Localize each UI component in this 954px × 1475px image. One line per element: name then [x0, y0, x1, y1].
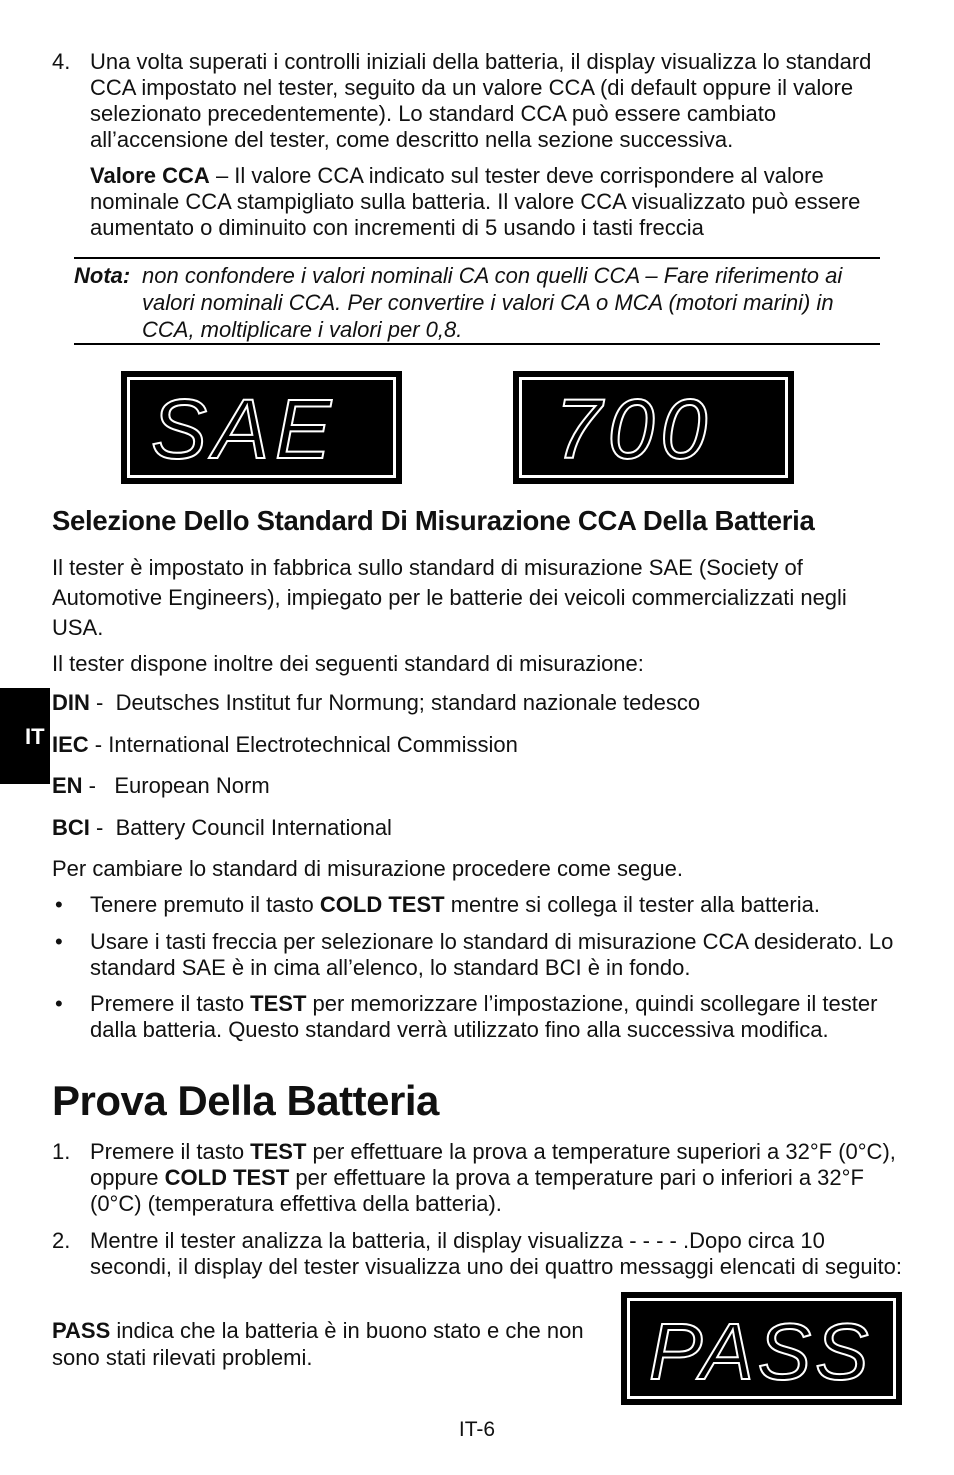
lcd-display-text — [121, 371, 402, 484]
bullet-dot: • — [55, 991, 63, 1016]
list-item-2 — [52, 1228, 902, 1280]
bullet-dot: • — [55, 892, 63, 917]
language-tab — [0, 688, 50, 784]
step-text: per effettuare la prova a temperature pari o inferiori a 32°F (0°C) (temperatura effettiva della batteria). — [90, 1165, 864, 1216]
language-tab-label: IT — [25, 724, 45, 749]
standard-sep: - — [88, 732, 109, 757]
pass-description — [52, 1317, 597, 1371]
standard-sep: - — [89, 815, 116, 840]
bullet-text: mentre si collega il tester alla batteria. — [444, 892, 820, 917]
standard-iec — [52, 732, 518, 758]
bullet-item — [52, 929, 902, 981]
list-number: 2. — [52, 1228, 71, 1253]
lcd-display-standard — [121, 371, 402, 484]
section-intro: Il tester è impostato in fabbrica sullo standard di misurazione SAE (Society of Automotive Engineers), impiegato per le batterie dei veicoli commercializzati negli USA. — [52, 555, 847, 640]
list-item-1 — [52, 1139, 902, 1217]
standard-abbr: EN — [52, 773, 83, 798]
lcd-display-text — [513, 371, 794, 484]
note-bottom-rule — [74, 343, 880, 345]
standard-desc: Deutsches Institut fur Normung; standard nazionale tedesco — [115, 690, 701, 715]
bullet-text: Usare i tasti freccia per selezionare lo standard di misurazione CCA desiderato. Lo standard SAE è in cima all’elenco, lo standard BCI è in fondo. — [90, 929, 894, 980]
bullet-dot: • — [55, 929, 63, 954]
standard-abbr: BCI — [52, 815, 90, 840]
note — [74, 262, 880, 343]
bullet-text: per memorizzare l’impostazione, quindi scollegare il tester dalla batteria. Questo standard verrà utilizzato fino alla successiva modifica. — [90, 991, 878, 1042]
cca-paragraph — [90, 163, 902, 241]
section-intro-2: Il tester dispone inoltre dei seguenti standard di misurazione: — [52, 651, 644, 676]
bullet-bold: TEST — [250, 991, 307, 1016]
svg-text:SAE: SAE — [151, 382, 338, 476]
step-text: per effettuare la prova a temperature superiori a 32°F (0°C), oppure — [90, 1139, 896, 1190]
section-heading: Selezione Dello Standard Di Misurazione CCA Della Batteria — [52, 505, 815, 536]
standard-abbr: IEC — [52, 732, 89, 757]
step-text: Mentre il tester analizza la batteria, il display visualizza - - - - .Dopo circa 10 secondi, il display del tester visualizza uno dei quattro messaggi elencati di seguito: — [90, 1228, 903, 1279]
standard-din — [52, 690, 700, 716]
list-number: 1. — [52, 1139, 71, 1164]
cca-label: Valore CCA — [90, 163, 210, 188]
bullet-text: Premere il tasto — [90, 991, 251, 1016]
lcd-display-text — [621, 1292, 902, 1405]
list-item-text: Una volta superati i controlli iniziali della batteria, il display visualizza lo standard CCA impostato nel tester, seguito da un valore CCA (di default oppure il valore selezionato precedentemente). Lo standard CCA può essere cambiato all’accensione del tester, come descritto nella sezione successiva. — [90, 49, 872, 152]
standard-en — [52, 773, 270, 799]
standard-desc: International Electrotechnical Commission — [108, 732, 518, 757]
step-text: Premere il tasto — [90, 1139, 251, 1164]
svg-text:700: 700 — [555, 382, 714, 476]
step-bold: TEST — [250, 1139, 307, 1164]
lcd-display-pass — [621, 1292, 902, 1405]
lcd-display-cca-value — [513, 371, 794, 484]
list-number: 4. — [52, 49, 71, 74]
note-top-rule — [74, 257, 880, 259]
procedure-text: Per cambiare lo standard di misurazione procedere come segue. — [52, 856, 683, 881]
bullet-item — [52, 892, 902, 918]
bullet-text: Tenere premuto il tasto — [90, 892, 320, 917]
svg-text:PASS: PASS — [649, 1307, 873, 1396]
cca-text: – Il valore CCA indicato sul tester deve corrispondere al valore nominale CCA stampigliato sulla batteria. Il valore CCA visualizzato può essere aumentato o diminuito con incrementi di 5 usando i tasti freccia — [90, 163, 861, 240]
standard-desc: Battery Council International — [115, 815, 392, 840]
page-number: IT-6 — [458, 1418, 496, 1441]
list-item-4 — [52, 49, 902, 241]
pass-text: indica che la batteria è in buono stato e che non sono stati rilevati problemi. — [52, 1318, 584, 1370]
note-label: Nota: — [74, 263, 131, 288]
standard-desc: European Norm — [114, 773, 270, 798]
pass-label: PASS — [52, 1318, 111, 1343]
bullet-item — [52, 991, 902, 1043]
step-bold: COLD TEST — [164, 1165, 290, 1190]
note-text: non confondere i valori nominali CA con quelli CCA – Fare riferimento ai valori nominali CCA. Per convertire i valori CA o MCA (motori marini) in CCA, moltiplicare i valori per 0,8. — [142, 263, 843, 342]
standard-abbr: DIN — [52, 690, 90, 715]
standard-sep: - — [82, 773, 115, 798]
prova-heading: Prova Della Batteria — [52, 1077, 439, 1124]
standard-sep: - — [89, 690, 116, 715]
standard-bci — [52, 815, 392, 841]
bullet-bold: COLD TEST — [319, 892, 445, 917]
